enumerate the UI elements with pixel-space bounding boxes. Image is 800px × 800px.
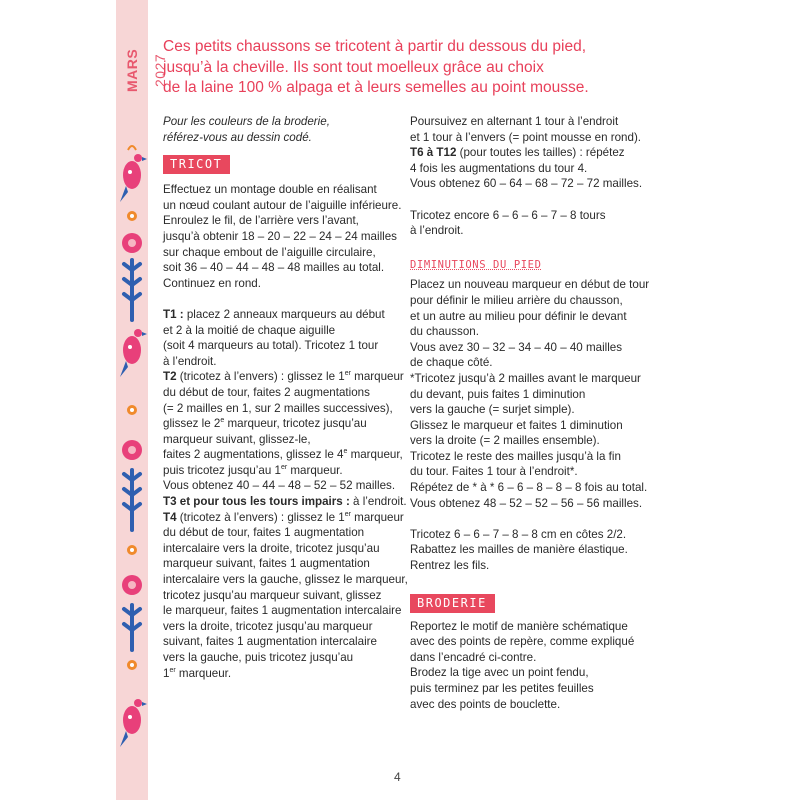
text-line: avec des points de bouclette. <box>410 697 561 711</box>
fern-icon <box>124 260 140 320</box>
text-line: marqueur suivant, glissez-le, <box>163 432 311 446</box>
fern-icon <box>124 605 140 650</box>
section-title-diminutions: DIMINUTIONS DU PIED <box>410 258 542 271</box>
text-line: Brodez la tige avec un point fendu, <box>410 666 589 680</box>
text-line: du devant, puis faites 1 diminution <box>410 387 586 401</box>
sun-icon <box>122 405 142 460</box>
text-line: Glissez le marqueur et faites 1 diminution <box>410 418 623 432</box>
text-line: puis tricotez jusqu’au 1er marqueur. <box>163 463 343 477</box>
row-t3: T3 et pour tous les tours impairs : à l’endroit. <box>163 495 407 509</box>
text-line: Continuez en rond. <box>163 276 261 290</box>
text-line: Poursuivez en alternant 1 tour à l’endroit <box>410 115 619 128</box>
text-line: Tricotez le reste des mailles jusqu’à la fin <box>410 449 621 463</box>
text-line: Tricotez encore 6 – 6 – 6 – 7 – 8 tours <box>410 208 606 222</box>
text-line: Reportez le motif de manière schématique <box>410 619 628 633</box>
text-line: faites 2 augmentations, glissez le 4e marqueur, <box>163 448 403 462</box>
text-line: sur chaque embout de l’aiguille circulaire, <box>163 245 376 259</box>
text-line: Répétez de * à * 6 – 6 – 8 – 8 – 8 fois au total. <box>410 481 648 495</box>
text-line: intercalaire vers la gauche, glissez le marqueur, <box>163 573 408 587</box>
folk-pattern-decoration <box>116 120 148 800</box>
text-line: glissez le 2e marqueur, tricotez jusqu’au <box>163 417 367 431</box>
row-t2: T2 (tricotez à l’envers) : glissez le 1er marqueur <box>163 370 404 384</box>
text-line: du chausson. <box>410 325 479 339</box>
text-line: et 1 tour à l’envers (= point mousse en rond). <box>410 130 642 144</box>
right-column <box>410 114 660 712</box>
text-line: Rentrez les fils. <box>410 559 490 573</box>
bird-icon <box>120 146 147 202</box>
text-line: Tricotez 6 – 6 – 7 – 8 – 8 cm en côtes 2/2. <box>410 527 627 541</box>
text-line: soit 36 – 40 – 44 – 48 – 48 mailles au total. <box>163 261 385 275</box>
broderie-paragraph <box>410 619 660 713</box>
text-line: tricotez jusqu’au marqueur suivant, glissez <box>163 588 382 602</box>
finishing-paragraph <box>410 527 660 574</box>
text-line: (= 2 mailles en 1, sur 2 mailles successives), <box>163 401 393 415</box>
bird-icon <box>120 329 147 377</box>
intro-line: jusqu’à la cheville. Ils sont tout moelleux grâce au choix <box>163 58 544 76</box>
left-column <box>163 114 408 681</box>
row-t4-body <box>163 525 408 665</box>
flower-icon <box>122 211 142 253</box>
text-line: 4 fois les augmentations du tour 4. <box>410 161 588 175</box>
text-line: vers la gauche (= surjet simple). <box>410 403 575 417</box>
section-title-tricot: TRICOT <box>163 155 230 174</box>
embroidery-note: Pour les couleurs de la broderie, <box>163 115 330 128</box>
text-line: du début de tour, faites 1 augmentation <box>163 526 365 540</box>
text-line: Vous obtenez 60 – 64 – 68 – 72 – 72 mailles. <box>410 177 643 191</box>
text-line: Enroulez le fil, de l’arrière vers l’avant, <box>163 214 359 228</box>
text-line: Placez un nouveau marqueur en début de tour <box>410 278 650 292</box>
text-line: du début de tour, faites 2 augmentations <box>163 385 370 399</box>
text-line: marqueur suivant, faites 1 augmentation <box>163 557 370 571</box>
text-line: Vous avez 30 – 32 – 34 – 40 – 40 mailles <box>410 340 623 354</box>
text-line: et 2 à la moitié de chaque aiguille <box>163 323 336 337</box>
text-line: Vous obtenez 48 – 52 – 52 – 56 – 56 mailles. <box>410 496 643 510</box>
text-line: intercalaire vers la droite, tricotez jusqu’au <box>163 541 380 555</box>
text-line: (soit 4 marqueurs au total). Tricotez 1 tour <box>163 339 379 353</box>
flower-icon <box>122 545 142 595</box>
cast-on-paragraph <box>163 182 403 291</box>
fern-icon <box>124 470 140 530</box>
text-line: Vous obtenez 40 – 44 – 48 – 52 – 52 mailles. <box>163 479 396 493</box>
text-line: puis terminez par les petites feuilles <box>410 682 594 695</box>
text-line: *Tricotez jusqu’à 2 mailles avant le marqueur <box>410 371 641 385</box>
sun-icon <box>127 660 137 670</box>
page-number: 4 <box>394 770 401 784</box>
text-line: avec des points de repère, comme expliqué <box>410 635 635 649</box>
text-line: du tour. Faites 1 tour à l’endroit*. <box>410 465 578 479</box>
text-line: de chaque côté. <box>410 356 493 370</box>
diminutions-paragraph <box>410 277 660 511</box>
text-line: un nœud coulant autour de l’aiguille inférieure. <box>163 198 402 212</box>
row-t1: T1 : placez 2 anneaux marqueurs au début <box>163 307 385 321</box>
text-line: le marqueur, faites 1 augmentation intercalaire <box>163 604 402 618</box>
text-line: vers la droite, tricotez jusqu’au marqueur <box>163 619 373 633</box>
text-line: Rabattez les mailles de manière élastique. <box>410 543 628 557</box>
embroidery-note: référez-vous au dessin codé. <box>163 130 312 144</box>
text-line: à l’endroit. <box>410 224 464 238</box>
bird-icon <box>120 699 147 747</box>
intro-text <box>163 37 589 99</box>
text-line: jusqu’à obtenir 18 – 20 – 22 – 24 – 24 mailles <box>163 229 397 243</box>
row-t6-t12: T6 à T12 (pour toutes les tailles) : répétez <box>410 146 625 160</box>
intro-line: de la laine 100 % alpaga et à leurs semelles au point mousse. <box>163 79 589 96</box>
text-line: et un autre au milieu pour définir le devant <box>410 309 627 323</box>
text-line: suivant, faites 1 augmentation intercalaire <box>163 635 377 649</box>
text-line: à l’endroit. <box>163 354 217 368</box>
intro-line: Ces petits chaussons se tricotent à partir du dessous du pied, <box>163 38 587 55</box>
text-line: dans l’encadré ci-contre. <box>410 650 537 664</box>
text-line: vers la droite (= 2 mailles ensemble). <box>410 434 600 448</box>
text-line: Effectuez un montage double en réalisant <box>163 183 377 197</box>
row-t4: T4 (tricotez à l’envers) : glissez le 1er marqueur <box>163 510 404 524</box>
month-label: MARS 2027 <box>124 48 168 92</box>
section-title-broderie: BRODERIE <box>410 594 495 613</box>
text-line: pour définir le milieu arrière du chausson, <box>410 293 623 307</box>
text-line: vers la gauche, puis tricotez jusqu’au <box>163 651 354 664</box>
text-line: 1er marqueur. <box>163 666 232 680</box>
